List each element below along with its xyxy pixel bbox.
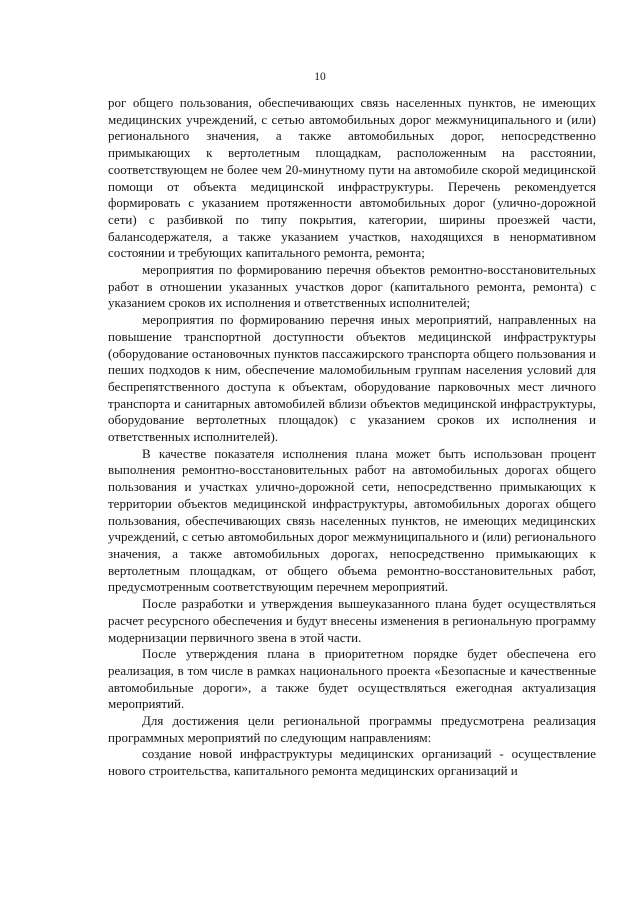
paragraph: После утверждения плана в приоритетном порядке будет обеспечена его реализация, в том числе в рамках национального проекта «Безопасные и качественные автомобильные дороги», а также будет осуществляться ежегодная актуализация мероприятий.	[108, 646, 596, 712]
document-body	[108, 95, 596, 780]
paragraph: После разработки и утверждения вышеуказанного плана будет осуществляться расчет ресурсного обеспечения и будут внесены изменения в региональную программу модернизации первичного звена в этой части.	[108, 596, 596, 645]
paragraph: создание новой инфраструктуры медицинских организаций - осуществление нового строительства, капитального ремонта медицинских организаций и	[108, 746, 596, 779]
page-number: 10	[314, 71, 326, 83]
paragraph: Для достижения цели региональной программы предусмотрена реализация программных мероприятий по следующим направлениям:	[108, 713, 596, 745]
paragraph: В качестве показателя исполнения плана может быть использован процент выполнения ремонтно-восстановительных работ на автомобильных дорогах общего пользования и участках улично-дорожной сети, непосредственно примыкающих к территории объектов медицинской инфраструктуры, автомобильных дорогах общего пользования, обеспечивающих связь населенных пунктов, не имеющих медицинских учреждений, с сетью автомобильных дорог межмуниципального и (или) регионального значения, а также автомобильных дорогах, непосредственно примыкающих к вертолетным площадкам, от общего объема ремонтно-восстановительных работ, предусмотренным соответствующим перечнем мероприятий.	[108, 445, 596, 595]
paragraph-continuation: рог общего пользования, обеспечивающих связь населенных пунктов, не имеющих медицинских учреждений, с сетью автомобильных дорог межмуниципального и (или) регионального значения, а также автомобильных дорог, непосредственно примыкающих к вертолетным площадкам, расположенным на расстоянии, соответствующем не более чем 20-минутному пути на автомобиле скорой медицинской помощи от объекта медицинской инфраструктуры. Перечень рекомендуется формировать с указанием протяженности автомобильных дорог (улично-дорожной сети) с разбивкой по типу покрытия, категории, ширины проезжей части, балансодержателя, а также указанием участков, находящихся в ненормативном состоянии и требующих капитального ремонта, ремонта;	[108, 95, 596, 261]
paragraph: мероприятия по формированию перечня объектов ремонтно-восстановительных работ в отношении указанных участков дорог (капитального ремонта, ремонта) с указанием сроков их исполнения и ответственных исполнителей;	[108, 262, 596, 311]
paragraph: мероприятия по формированию перечня иных мероприятий, направленных на повышение транспортной доступности объектов медицинской инфраструктуры (оборудование остановочных пунктов пассажирского транспорта общего пользования и пеших подходов к ним, обеспечение маломобильным группам населения условий для беспрепятственного доступа к объектам, оборудование парковочных мест личного транспорта и санитарных автомобилей вблизи объектов медицинской инфраструктуры, оборудование вертолетных площадок) с указанием сроков их исполнения и ответственных исполнителей).	[108, 312, 596, 445]
